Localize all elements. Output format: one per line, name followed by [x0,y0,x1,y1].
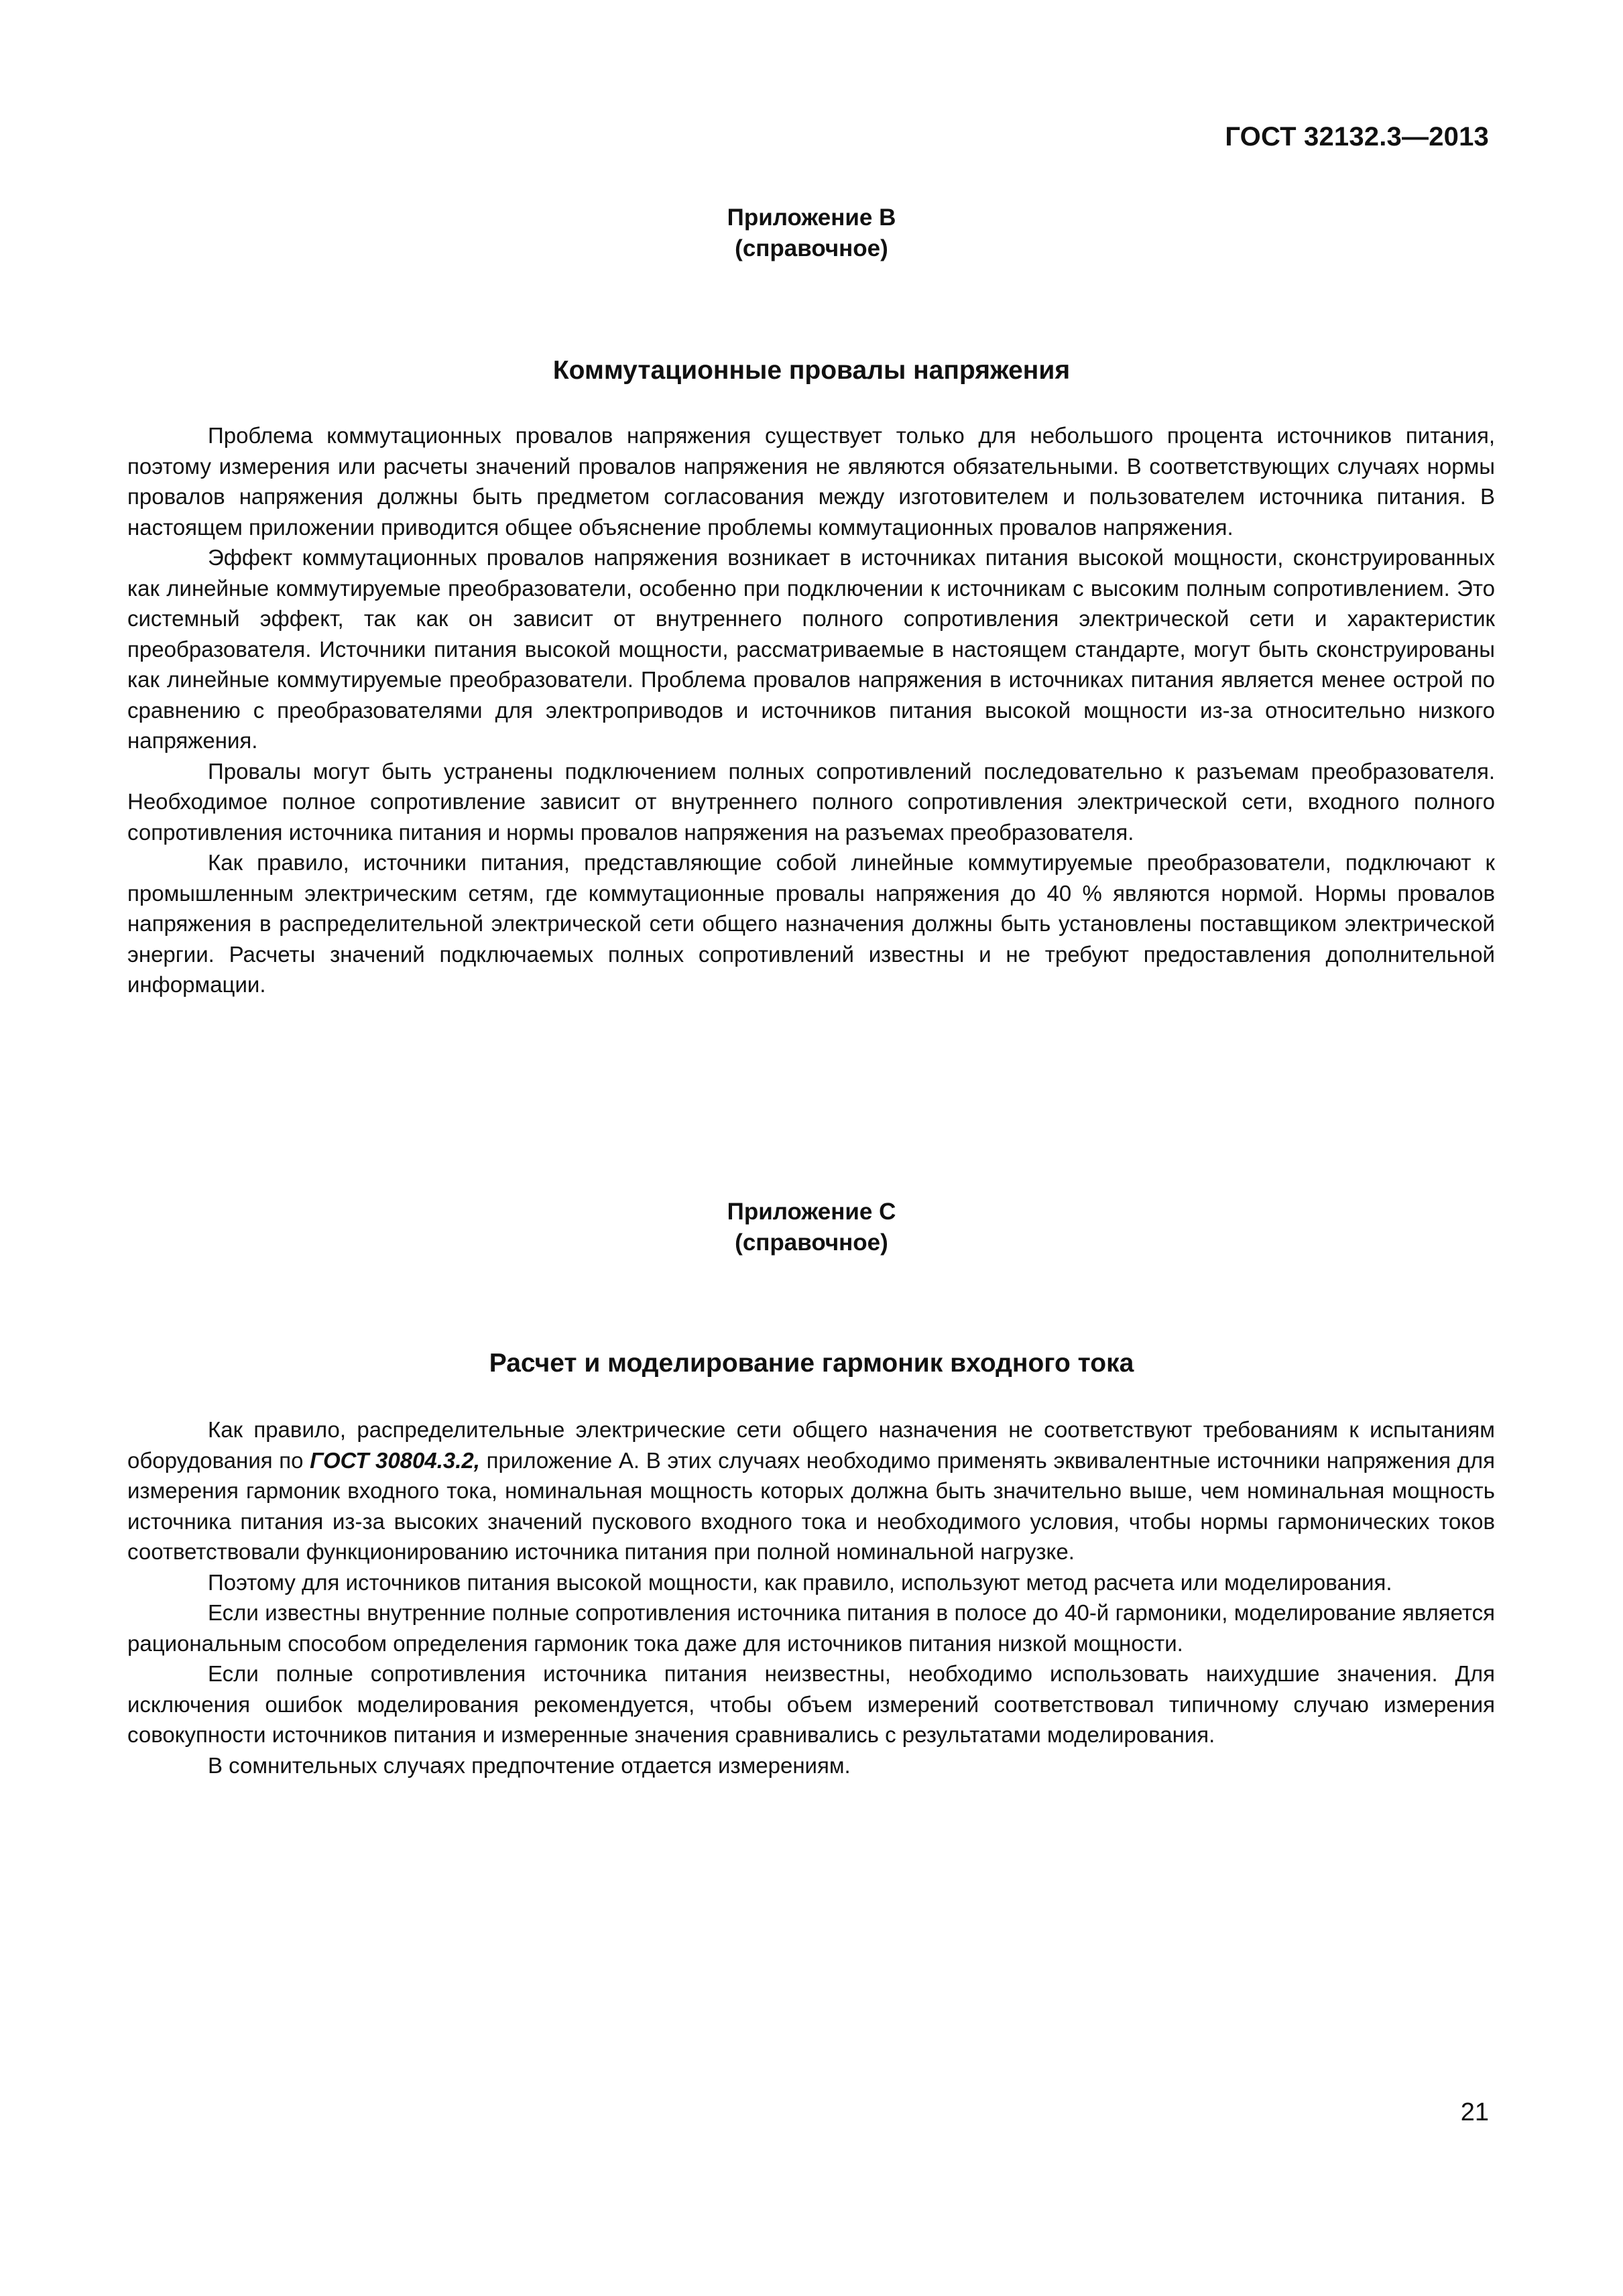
appendix-c-body [127,1414,1495,1780]
appendix-b-body [127,420,1495,1000]
appendix-b-paragraph-1: Проблема коммутационных провалов напряжения существует только для небольшого процента источников питания, поэтому измерения или расчеты значений провалов напряжения не являются обязательными. В соответствующих случаях нормы провалов напряжения должны быть предметом согласования между изготовителем и пользователем источника питания. В настоящем приложении приводится общее объяснение проблемы коммутационных провалов напряжения. [127,423,1495,540]
appendix-b-paragraph-3: Провалы могут быть устранены подключением полных сопротивлений последовательно к разъемам преобразователя. Необходимое полное сопротивление зависит от внутреннего полного сопротивления электрической сети, входного полного сопротивления источника питания и нормы провалов напряжения на разъемах преобразователя. [127,758,1495,845]
appendix-b-paragraph-4: Как правило, источники питания, представляющие собой линейные коммутируемые преобразователи, подключают к промышленным электрическим сетям, где коммутационные провалы напряжения до 40 % являются нормой. Нормы провалов напряжения в распределительной электрической сети общего назначения должны быть установлены поставщиком электрической энергии. Расчеты значений подключаемых полных сопротивлений известны и не требуют предоставления дополнительной информации. [127,850,1495,997]
standard-code: ГОСТ 32132.3—2013 [1225,122,1489,152]
appendix-b-status: (справочное) [735,235,888,261]
appendix-c-status: (справочное) [735,1229,888,1256]
appendix-c-paragraph-3: Если известны внутренние полные сопротивления источника питания в полосе до 40-й гармоники, моделирование является рациональным способом определения гармоник тока даже для источников питания низкой мощности. [127,1600,1495,1656]
appendix-c-paragraph-4: Если полные сопротивления источника питания неизвестны, необходимо использовать наихудшие значения. Для исключения ошибок моделирования рекомендуется, чтобы объем измерений соответствовал типичному случаю измерения совокупности источников питания и измеренные значения сравнивались с результатами моделирования. [127,1661,1495,1747]
appendix-b-title: Коммутационные провалы напряжения [552,356,1071,385]
appendix-c-p1-text-before: Как правило, распределительные электрические сети общего назначения не соответствуют требованиям к испытаниям оборудования по [127,1417,1495,1473]
appendix-c-p1-text-after: приложение А. В этих случаях необходимо применять эквивалентные источники напряжения для измерения гармоник входного тока, номинальная мощность которых должна быть значительно выше, чем номинальная мощность источника питания из-за высоких значений пускового входного тока и необходимого условия, чтобы нормы гармонических токов соответствовали функционированию источника питания при полной номинальной нагрузке. [127,1447,1496,1564]
standard-reference: ГОСТ 30804.3.2, [310,1447,480,1473]
appendix-b-label: Приложение В [727,204,896,231]
appendix-c-label: Приложение С [727,1199,896,1225]
appendix-c-title: Расчет и моделирование гармоник входного тока [489,1349,1134,1378]
appendix-b-paragraph-2: Эффект коммутационных провалов напряжения возникает в источниках питания высокой мощности, сконструированных как линейные коммутируемые преобразователи, особенно при подключении к источникам с высоким полным сопротивлением. Это системный эффект, так как он зависит от внутреннего полного сопротивления электрической сети и характеристик преобразователя. Источники питания высокой мощности, рассматриваемые в настоящем стандарте, могут быть сконструированы как линейные коммутируемые преобразователи. Проблема провалов напряжения в источниках питания является менее острой по сравнению с преобразователями для электроприводов и источников питания высокой мощности из-за относительно низкого напряжения. [127,545,1495,753]
appendix-c-paragraph-2: Поэтому для источников питания высокой мощности, как правило, используют метод расчета или моделирования. [208,1569,1392,1595]
page-number: 21 [1460,2098,1489,2126]
appendix-c-paragraph-5: В сомнительных случаях предпочтение отдается измерениям. [208,1752,851,1778]
appendix-c-paragraph-1 [127,1414,1495,1567]
